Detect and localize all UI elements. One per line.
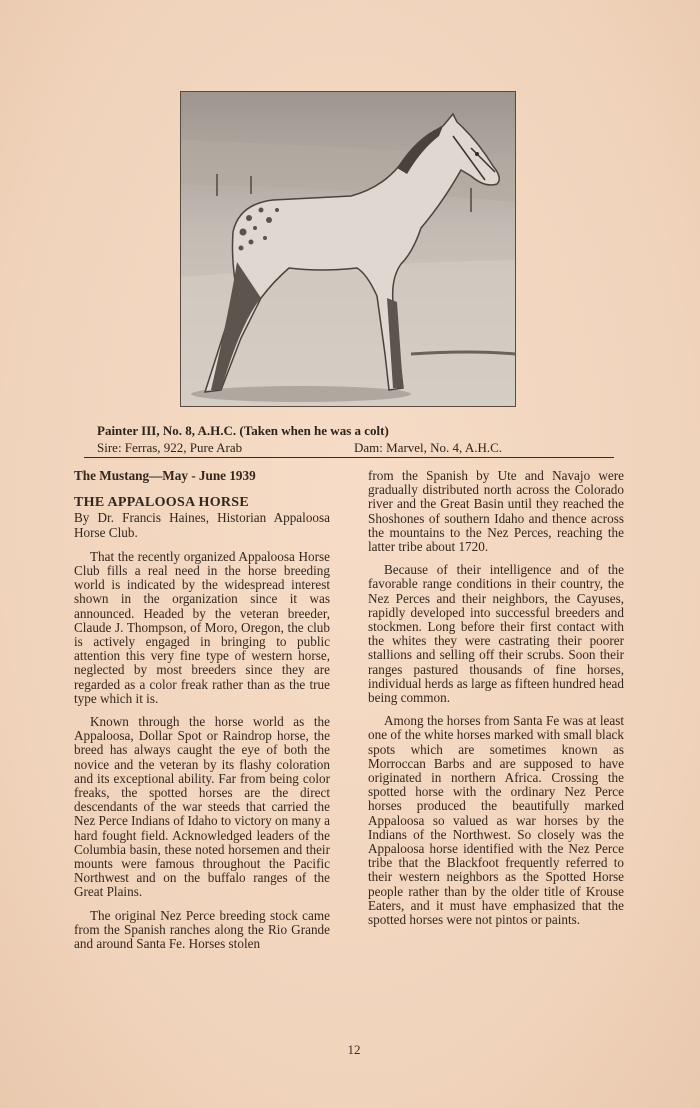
issue-line: The Mustang—May - June 1939 — [74, 468, 256, 483]
paragraph: from the Spanish by Ute and Navajo were gradually distributed north across the Colorado river and the Great Basin until they reached the Shoshones of southern Idaho and thence across the mountains to the Nez Perces, reaching the latter tribe about 1720. — [368, 468, 624, 555]
article-title: THE APPALOOSA HORSE — [74, 495, 250, 511]
paragraph: Because of their intelligence and of the favorable range conditions in their country, the Nez Perces and their neighbors, the Cayuses, rapidly developed into successful breeders and stockmen. Long before their first contact with the whites they were castrating their poorer stallions and selling off their scrubs. Soon their ranges pastured thousands of fine horses, individual herds as large as fifteen hundred head being common. — [368, 562, 624, 706]
paragraph: That the recently organized Appaloosa Horse Club fills a real need in the horse breeding world is indicated by the widespread interest shown in the organization since it was announced. Headed by the veteran breeder, Claude J. Thompson, of Moro, Oregon, the club is actively engaged in bringing to public attention this very fine type of western horse, neglected by most breeders since they are regarded as a color freak rather than as the true type which it is. — [74, 548, 330, 706]
byline: By Dr. Francis Haines, Historian Appaloosa Horse Club. — [74, 510, 330, 540]
left-column — [74, 469, 330, 960]
horse-photo-icon — [181, 92, 515, 406]
caption-title: Painter III, No. 8, A.H.C. (Taken when he was a colt) — [97, 423, 389, 438]
right-column — [368, 469, 624, 936]
caption-dam: Dam: Marvel, No. 4, A.H.C. — [354, 440, 503, 455]
page-number: 12 — [347, 1042, 361, 1057]
horse-photo — [180, 91, 516, 407]
paragraph: Among the horses from Santa Fe was at least one of the white horses marked with small black spots which are sometimes known as Morroccan Barbs and are supposed to have originated in northern Africa. Crossing the spotted horse with the ordinary Nez Perce horses produced the beautifully marked Appaloosa so valued as war horses by the Indians of the Northwest. So closely was the Appaloosa horse identified with the Nez Perce tribe that the Blackfoot frequently referred to their western neighbors as the Spotted Horse people rather than by the older title of Krouse Eaters, and it must have emphasized that the spotted horses were not pintos or paints. — [368, 713, 624, 928]
caption-sire: Sire: Ferras, 922, Pure Arab — [97, 440, 243, 455]
divider — [84, 457, 614, 458]
photo-caption — [97, 422, 557, 456]
paragraph: The original Nez Perce breeding stock came from the Spanish ranches along the Rio Grande and around Santa Fe. Horses stolen — [74, 907, 330, 952]
paragraph: Known through the horse world as the Appaloosa, Dollar Spot or Raindrop horse, the breed has always caught the eye of both the novice and the veteran by its flashy coloration and its exceptional ability. Far from being color freaks, the spotted horses are the direct descendants of the war steeds that carried the Nez Perce Indians of Idaho to victory on many a hard fought field. Acknowledged leaders of the Columbia basin, these noted horsemen and their mounts were famous throughout the Pacific Northwest and on the buffalo ranges of the Great Plains. — [74, 714, 330, 900]
